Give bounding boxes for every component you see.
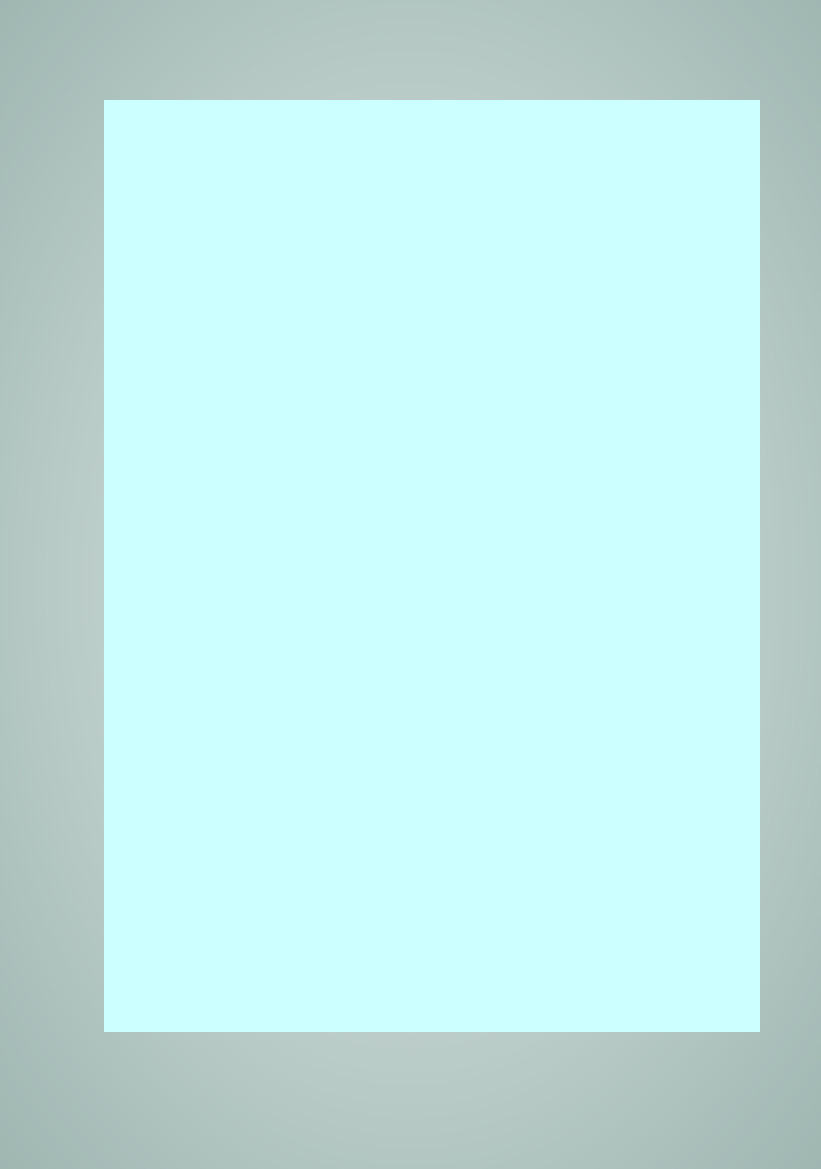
globe-border-top [0,31,821,63]
globe-border-bottom [0,1108,821,1140]
globe-border-right [769,0,801,1169]
globe-border-left [35,0,67,1169]
worksheet-panel [104,100,760,1032]
